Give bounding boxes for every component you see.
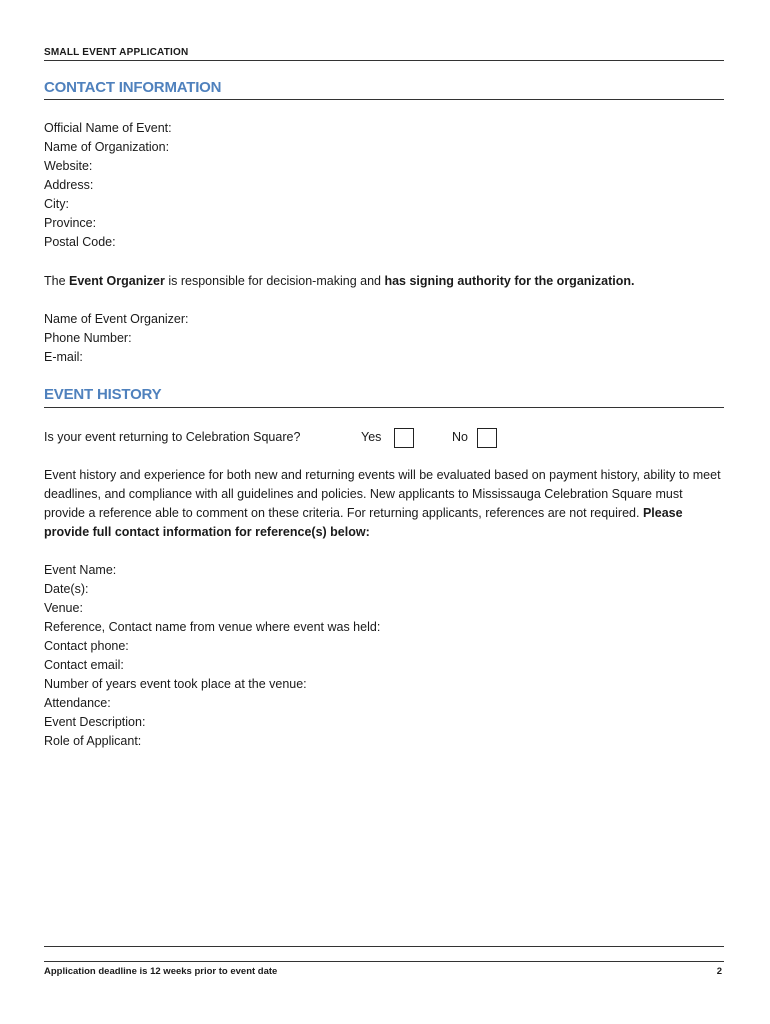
contact-section-title: CONTACT INFORMATION xyxy=(44,79,222,96)
organizer-note-bold-role: Event Organizer xyxy=(69,274,165,288)
footer-rule-bottom xyxy=(44,961,724,962)
field-label-role-of-applicant: Role of Applicant: xyxy=(44,734,142,748)
field-label-organizer-name: Name of Event Organizer: xyxy=(44,312,189,326)
organizer-field-list xyxy=(44,310,724,367)
field-label-event-name: Official Name of Event: xyxy=(44,121,172,135)
reference-field-list xyxy=(44,561,724,751)
document-header: SMALL EVENT APPLICATION xyxy=(44,47,189,58)
history-paragraph xyxy=(44,466,724,542)
contact-section-rule xyxy=(44,99,724,100)
returning-question-row xyxy=(44,428,724,450)
field-label-contact-phone: Contact phone: xyxy=(44,639,129,653)
returning-question: Is your event returning to Celebration Square? xyxy=(44,430,301,444)
history-section-rule xyxy=(44,407,724,408)
field-label-contact-email: Contact email: xyxy=(44,658,124,672)
history-paragraph-bold: Please provide full contact information for reference(s) below: xyxy=(44,506,683,539)
field-label-email: E-mail: xyxy=(44,350,83,364)
field-label-city: City: xyxy=(44,197,69,211)
history-section-title: EVENT HISTORY xyxy=(44,386,162,403)
field-label-province: Province: xyxy=(44,216,97,230)
field-label-phone: Phone Number: xyxy=(44,331,132,345)
field-label-postal-code: Postal Code: xyxy=(44,235,116,249)
organizer-note-text-2: is responsible for decision-making and xyxy=(164,274,385,288)
footer-deadline-note: Application deadline is 12 weeks prior to event date xyxy=(44,966,278,977)
organizer-note-text: The xyxy=(44,274,70,288)
field-label-venue: Venue: xyxy=(44,601,83,615)
no-label: No xyxy=(452,430,468,444)
yes-label: Yes xyxy=(361,430,382,444)
no-checkbox[interactable] xyxy=(477,428,497,448)
field-label-address: Address: xyxy=(44,178,94,192)
field-label-reference-contact: Reference, Contact name from venue where event was held: xyxy=(44,620,381,634)
organizer-note xyxy=(44,272,724,291)
field-label-organization: Name of Organization: xyxy=(44,140,170,154)
page-number: 2 xyxy=(716,966,722,977)
organizer-note-bold-authority: has signing authority for the organization. xyxy=(384,274,635,288)
document-page xyxy=(44,0,724,1024)
field-label-event-description: Event Description: xyxy=(44,715,146,729)
field-label-attendance: Attendance: xyxy=(44,696,111,710)
header-rule xyxy=(44,60,724,61)
field-label-ref-event-name: Event Name: xyxy=(44,563,117,577)
history-paragraph-text: Event history and experience for both new and returning events will be evaluated based on payment history, ability to meet deadlines, and compliance with all guidelines and policies. New applicants to Mississauga Celebration Square must provide a reference able to comment on these criteria. For returning applicants, references are not required. xyxy=(44,468,721,520)
footer-rule-top xyxy=(44,946,724,947)
field-label-dates: Date(s): xyxy=(44,582,89,596)
field-label-years-at-venue: Number of years event took place at the venue: xyxy=(44,677,307,691)
contact-field-list xyxy=(44,119,724,252)
yes-checkbox[interactable] xyxy=(394,428,414,448)
field-label-website: Website: xyxy=(44,159,93,173)
